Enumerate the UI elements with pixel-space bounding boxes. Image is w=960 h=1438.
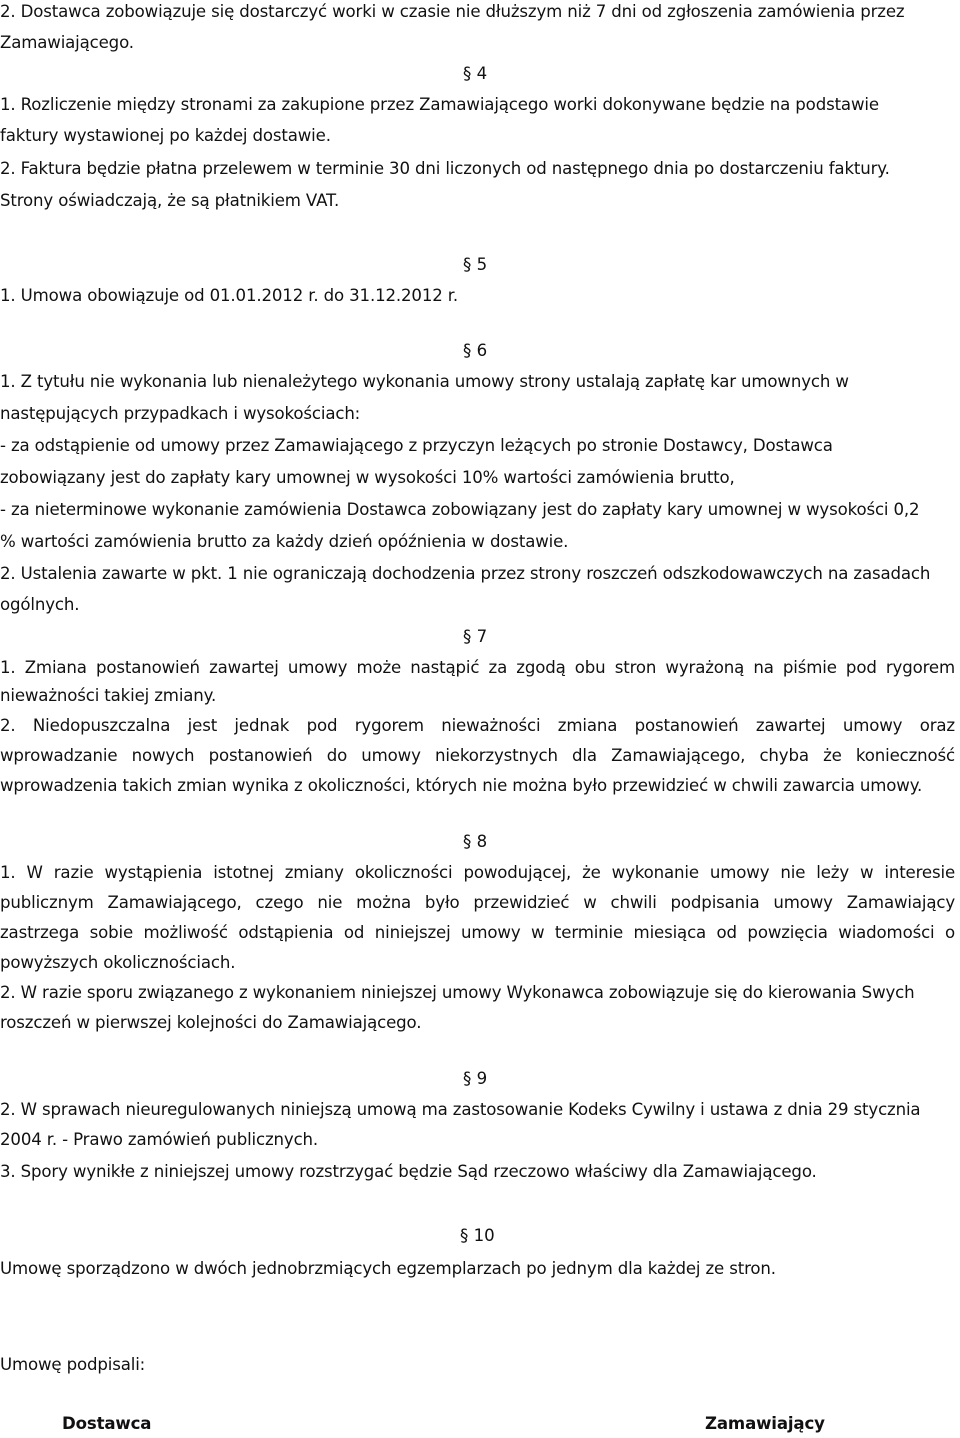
text-line: publicznym Zamawiającego, czego nie można było przewidzieć w chwili podpisania umowy Zamawiający bbox=[0, 893, 955, 912]
text-line: 1. Z tytułu nie wykonania lub nienależytego wykonania umowy strony ustalają zapłatę kar umownych w bbox=[0, 372, 849, 391]
text-line: - za odstąpienie od umowy przez Zamawiającego z przyczyn leżących po stronie Dostawcy, Dostawca bbox=[0, 436, 833, 455]
text-line: 2. Dostawca zobowiązuje się dostarczyć worki w czasie nie dłuższym niż 7 dni od zgłoszenia zamówienia przez bbox=[0, 2, 905, 21]
section-heading-4: § 4 bbox=[463, 64, 488, 83]
text-line: 2004 r. - Prawo zamówień publicznych. bbox=[0, 1130, 319, 1149]
section-heading-7: § 7 bbox=[463, 627, 488, 646]
text-line: wprowadzenia takich zmian wynika z okoliczności, których nie można było przewidzieć w chwili zawarcia umowy. bbox=[0, 776, 923, 795]
text-line: % wartości zamówienia brutto za każdy dzień opóźnienia w dostawie. bbox=[0, 532, 569, 551]
text-line: nieważności takiej zmiany. bbox=[0, 686, 217, 705]
text-line: Umowę sporządzono w dwóch jednobrzmiących egzemplarzach po jednym dla każdej ze stron. bbox=[0, 1259, 776, 1278]
text-line: następujących przypadkach i wysokościach: bbox=[0, 404, 361, 423]
text-line: 2. Faktura będzie płatna przelewem w terminie 30 dni liczonych od następnego dnia po dostarczeniu faktury. bbox=[0, 159, 890, 178]
text-line: 2. Niedopuszczalna jest jednak pod rygorem nieważności zmiana postanowień zawartej umowy oraz bbox=[0, 716, 955, 735]
text-line: ogólnych. bbox=[0, 595, 80, 614]
signatures-intro: Umowę podpisali: bbox=[0, 1355, 146, 1374]
text-line: zastrzega sobie możliwość odstąpienia od niniejszej umowy w terminie miesiąca od powzięcia wiadomości o bbox=[0, 923, 955, 942]
section-heading-5: § 5 bbox=[463, 255, 488, 274]
text-line: Strony oświadczają, że są płatnikiem VAT. bbox=[0, 191, 340, 210]
text-line: - za nieterminowe wykonanie zamówienia Dostawca zobowiązany jest do zapłaty kary umownej w wysokości 0,2 bbox=[0, 500, 920, 519]
text-line: 1. Zmiana postanowień zawartej umowy może nastąpić za zgodą obu stron wyrażoną na piśmie pod rygorem bbox=[0, 658, 955, 677]
section-heading-9: § 9 bbox=[463, 1069, 488, 1088]
section-heading-6: § 6 bbox=[463, 341, 488, 360]
text-line: powyższych okolicznościach. bbox=[0, 953, 236, 972]
signature-label-orderer: Zamawiający bbox=[705, 1414, 825, 1433]
text-line: 2. W sprawach nieuregulowanych niniejszą umową ma zastosowanie Kodeks Cywilny i ustawa z dnia 29 stycznia bbox=[0, 1100, 921, 1119]
text-line: wprowadzanie nowych postanowień do umowy niekorzystnych dla Zamawiającego, chyba że konieczność bbox=[0, 746, 955, 765]
text-line: 1. Umowa obowiązuje od 01.01.2012 r. do 31.12.2012 r. bbox=[0, 286, 459, 305]
section-heading-10: § 10 bbox=[460, 1226, 495, 1245]
section-heading-8: § 8 bbox=[463, 832, 488, 851]
text-line: roszczeń w pierwszej kolejności do Zamawiającego. bbox=[0, 1013, 422, 1032]
text-line: 1. Rozliczenie między stronami za zakupione przez Zamawiającego worki dokonywane będzie na podstawie bbox=[0, 95, 879, 114]
text-line: 2. W razie sporu związanego z wykonaniem niniejszej umowy Wykonawca zobowiązuje się do kierowania Swych bbox=[0, 983, 915, 1002]
text-line: faktury wystawionej po każdej dostawie. bbox=[0, 126, 331, 145]
text-line: Zamawiającego. bbox=[0, 33, 134, 52]
text-line: 1. W razie wystąpienia istotnej zmiany okoliczności powodującej, że wykonanie umowy nie leży w interesie bbox=[0, 863, 955, 882]
text-line: 3. Spory wynikłe z niniejszej umowy rozstrzygać będzie Sąd rzeczowo właściwy dla Zamawiającego. bbox=[0, 1162, 817, 1181]
text-line: zobowiązany jest do zapłaty kary umownej w wysokości 10% wartości zamówienia brutto, bbox=[0, 468, 735, 487]
text-line: 2. Ustalenia zawarte w pkt. 1 nie ograniczają dochodzenia przez strony roszczeń odszkodowawczych na zasadach bbox=[0, 564, 931, 583]
signature-label-contractor: Dostawca bbox=[62, 1414, 152, 1433]
